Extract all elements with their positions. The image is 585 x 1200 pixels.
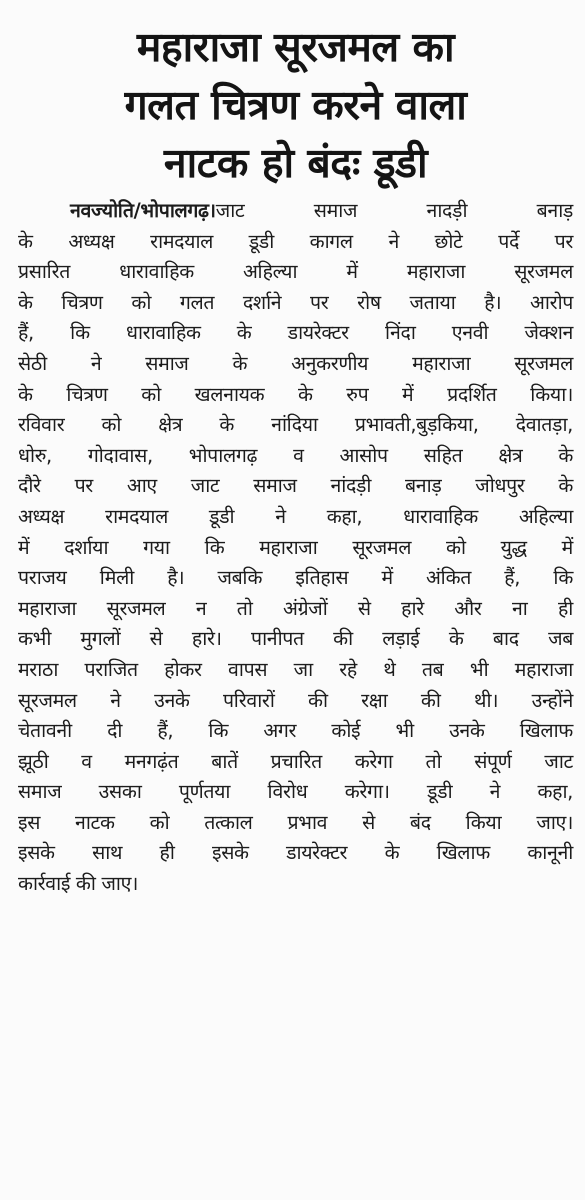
body-line-3: प्रसारित धारावाहिक अहिल्या में महाराजा सूरजमल	[18, 260, 573, 284]
body-line-9: धोरु, गोदावास, भोपालगढ़ व आसोप सहित क्षेत्र के	[18, 443, 573, 467]
headline-line-3: नाटक हो बंदः डूडी	[163, 139, 428, 187]
body-line-15: कभी मुगलों से हारे। पानीपत की लड़ाई के बाद जब	[18, 627, 573, 651]
article-body	[18, 196, 573, 900]
body-line-20: समाज उसका पूर्णतया विरोध करेगा। डूडी ने कहा,	[18, 780, 573, 804]
dateline: नवज्योति/भोपालगढ़।	[70, 199, 216, 222]
body-line-22: इसके साथ ही इसके डायरेक्टर के खिलाफ कानूनी	[18, 841, 573, 865]
body-line-13: पराजय मिली है। जबकि इतिहास में अंकित हैं, कि	[18, 566, 573, 590]
body-line-17: सूरजमल ने उनके परिवारों की रक्षा की थी। उन्होंने	[18, 688, 573, 712]
body-line-21: इस नाटक को तत्काल प्रभाव से बंद किया जाए।	[18, 810, 573, 834]
body-line-12: में दर्शाया गया कि महाराजा सूरजमल को युद्ध में	[18, 535, 573, 559]
body-line-10: दौरे पर आए जाट समाज नांदड़ी बनाड़ जोधपुर के	[18, 474, 573, 498]
body-line-4: के चित्रण को गलत दर्शाने पर रोष जताया है। आरोप	[18, 290, 573, 314]
body-line-2: के अध्यक्ष रामदयाल डूडी कागल ने छोटे पर्दे पर	[18, 229, 573, 253]
body-line-7: के चित्रण को खलनायक के रुप में प्रदर्शित किया।	[18, 382, 573, 406]
body-line-23: कार्रवाई की जाए।	[18, 872, 139, 896]
body-line-19: झूठी व मनगढ़ंत बातें प्रचारित करेगा तो संपूर्ण जाट	[18, 749, 573, 773]
body-line-14: महाराजा सूरजमल न तो अंग्रेजों से हारे और ना ही	[18, 596, 573, 620]
body-line-1-text: जाट समाज नादड़ी बनाड़	[215, 199, 573, 222]
body-line-5: हैं, कि धारावाहिक के डायरेक्टर निंदा एनवी जेक्शन	[18, 321, 573, 345]
headline-line-2: गलत चित्रण करने वाला	[124, 81, 467, 129]
body-line-16: मराठा पराजित होकर वापस जा रहे थे तब भी महाराजा	[18, 657, 573, 681]
headline-line-1: महाराजा सूरजमल का	[136, 23, 455, 71]
headline	[18, 18, 573, 192]
body-line-11: अध्यक्ष रामदयाल डूडी ने कहा, धारावाहिक अहिल्या	[18, 504, 573, 528]
body-line-18: चेतावनी दी हैं, कि अगर कोई भी उनके खिलाफ	[18, 719, 573, 743]
body-line-8: रविवार को क्षेत्र के नांदिया प्रभावती,बुड़किया, देवातड़ा,	[18, 413, 573, 437]
body-line-6: सेठी ने समाज के अनुकरणीय महाराजा सूरजमल	[18, 351, 573, 375]
body-line-1	[18, 196, 573, 227]
